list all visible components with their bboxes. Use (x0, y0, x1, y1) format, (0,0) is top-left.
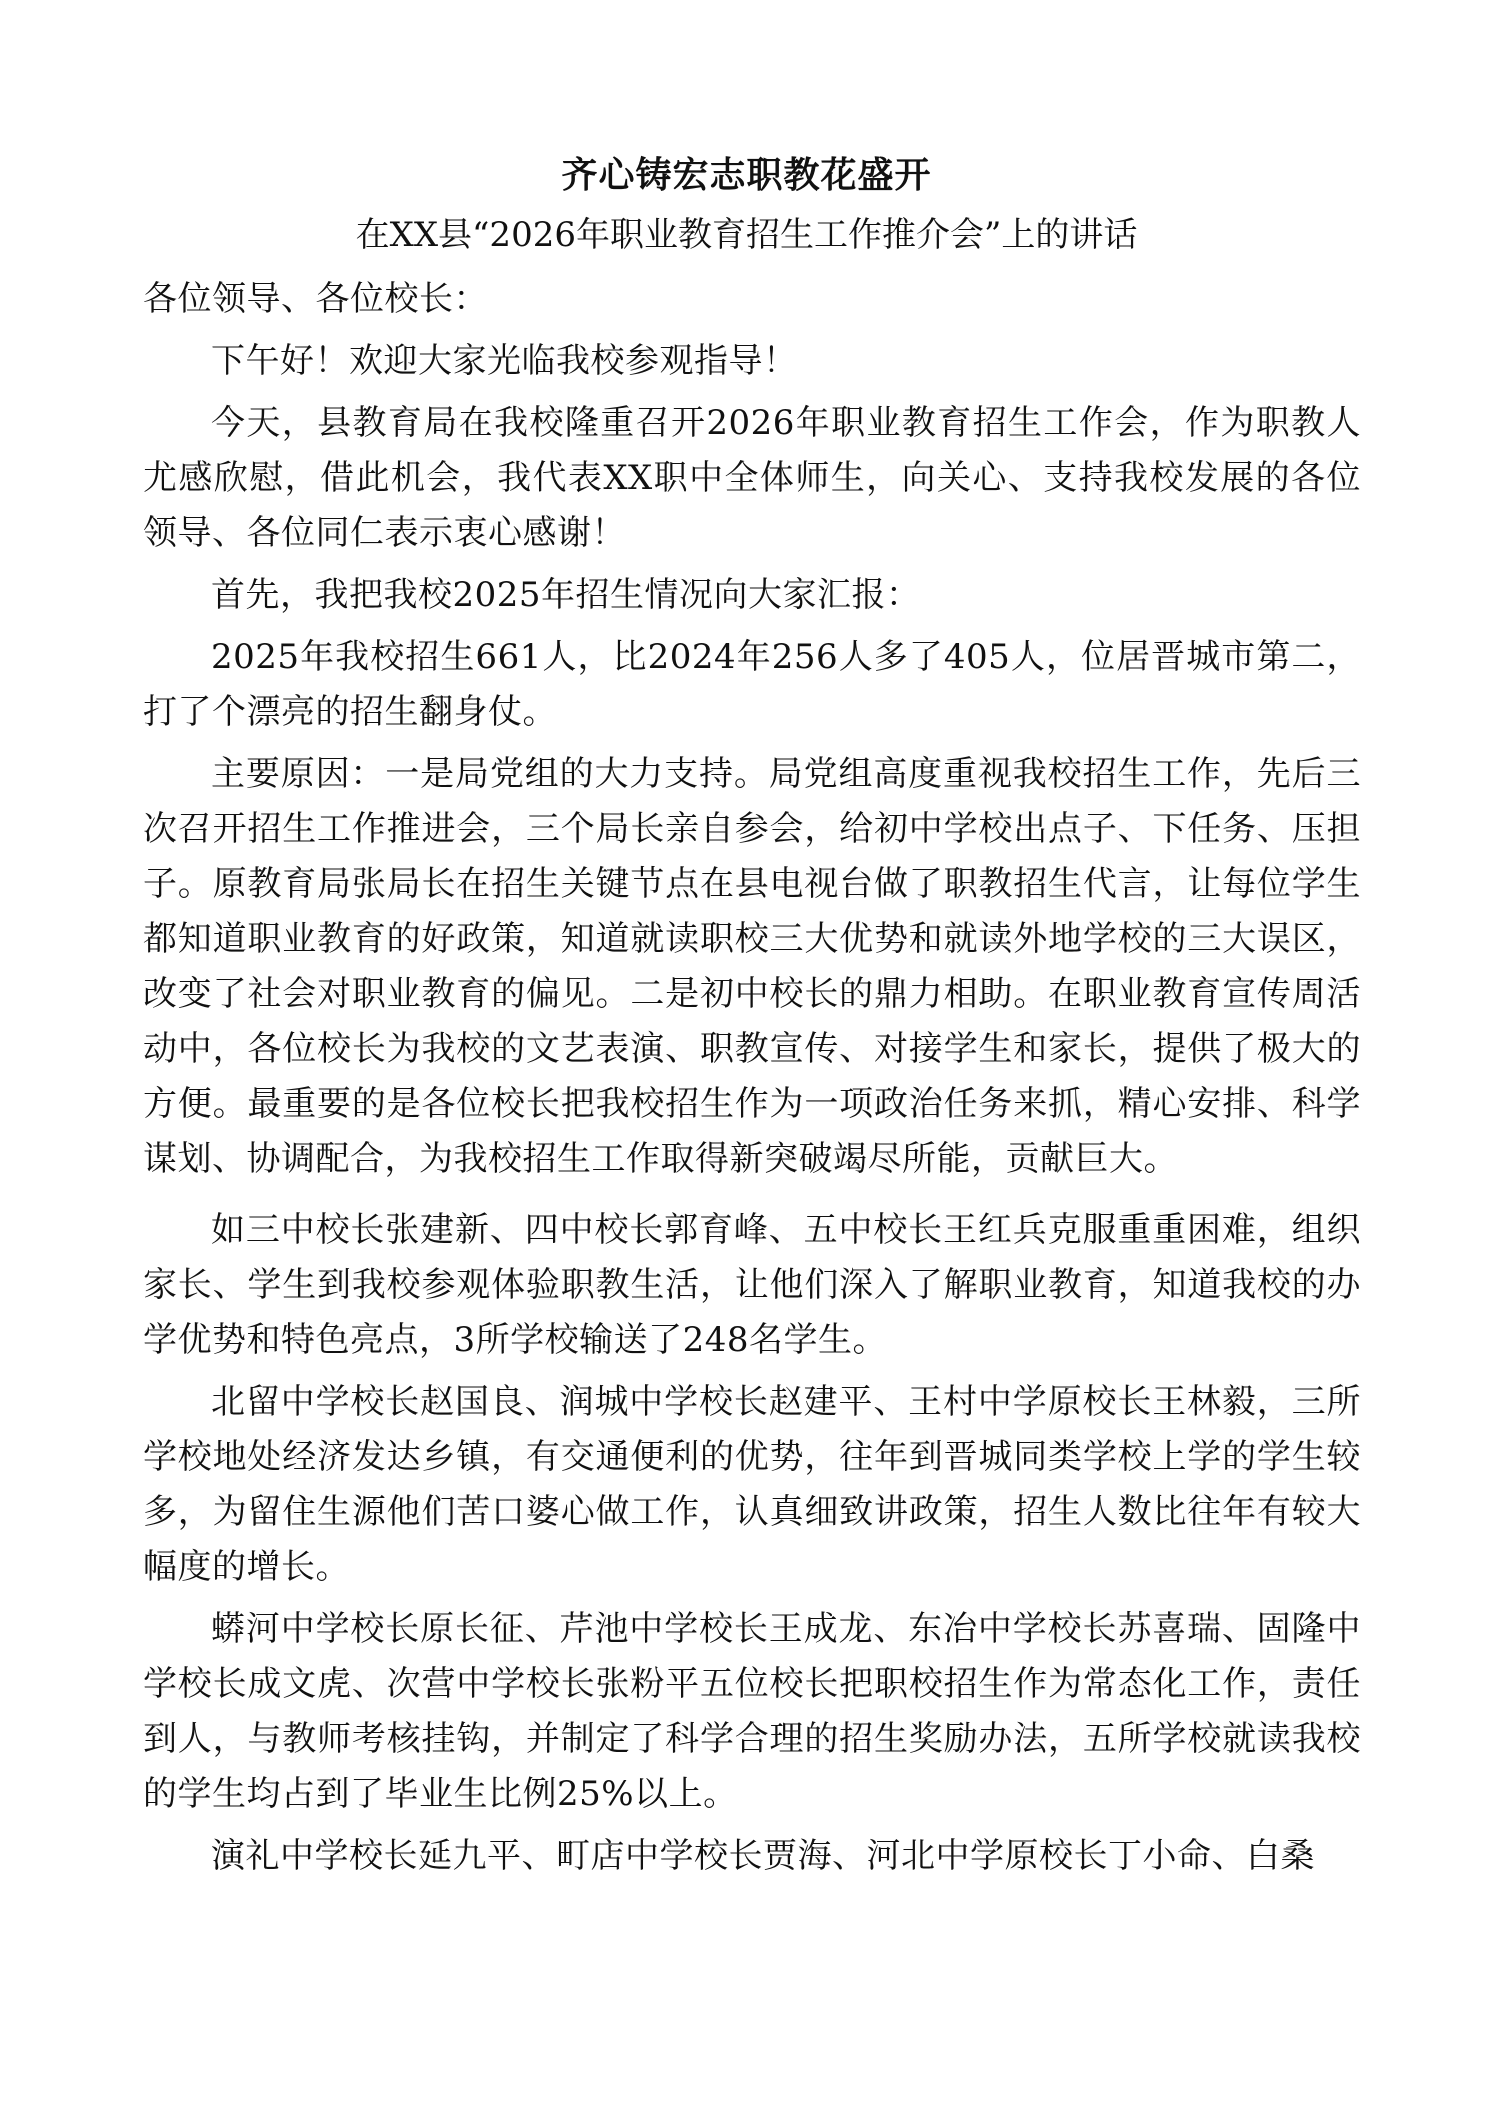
document-subtitle: 在XX县“2026年职业教育招生工作推介会”上的讲话 (355, 215, 1138, 255)
paragraph-thanks: 今天，县教育局在我校隆重召开2026年职业教育招生工作会，作为职教人尤感欣慰，借此机会，我代表XX职中全体师生，向关心、支持我校发展的各位领导、各位同仁表示衷心感谢！ (143, 403, 1361, 553)
paragraph-example-schools-1: 如三中校长张建新、四中校长郭育峰、五中校长王红兵克服重重困难，组织家长、学生到我校参观体验职教生活，让他们深入了解职业教育，知道我校的办学优势和特色亮点，3所学校输送了248名学生。 (143, 1210, 1361, 1360)
salutation: 各位领导、各位校长： (143, 279, 488, 319)
document-body (143, 272, 1361, 1891)
document-title: 齐心铸宏志职教花盛开 (561, 154, 932, 196)
paragraph-greeting: 下午好！欢迎大家光临我校参观指导！ (211, 341, 798, 381)
paragraph-report-intro: 首先，我把我校2025年招生情况向大家汇报： (211, 575, 921, 615)
paragraph-example-schools-4: 演礼中学校长延九平、町店中学校长贾海、河北中学原校长丁小命、白桑 (211, 1836, 1315, 1876)
paragraph-enrollment-figures: 2025年我校招生661人，比2024年256人多了405人，位居晋城市第二，打了个漂亮的招生翻身仗。 (143, 637, 1361, 732)
paragraph-example-schools-2: 北留中学校长赵国良、润城中学校长赵建平、王村中学原校长王林毅，三所学校地处经济发达乡镇，有交通便利的优势，往年到晋城同类学校上学的学生较多，为留住生源他们苦口婆心做工作，认真细致讲政策，招生人数比往年有较大幅度的增长。 (143, 1382, 1361, 1587)
paragraph-main-reasons: 主要原因：一是局党组的大力支持。局党组高度重视我校招生工作，先后三次召开招生工作推进会，三个局长亲自参会，给初中学校出点子、下任务、压担子。原教育局张局长在招生关键节点在县电视台做了职教招生代言，让每位学生都知道职业教育的好政策，知道就读职校三大优势和就读外地学校的三大误区，改变了社会对职业教育的偏见。二是初中校长的鼎力相助。在职业教育宣传周活动中，各位校长为我校的文艺表演、职教宣传、对接学生和家长，提供了极大的方便。最重要的是各位校长把我校招生作为一项政治任务来抓，精心安排、科学谋划、协调配合，为我校招生工作取得新突破竭尽所能，贡献巨大。 (143, 754, 1361, 1179)
paragraph-example-schools-3: 蟒河中学校长原长征、芹池中学校长王成龙、东冶中学校长苏喜瑞、固隆中学校长成文虎、次营中学校长张粉平五位校长把职校招生作为常态化工作，责任到人，与教师考核挂钩，并制定了科学合理的招生奖励办法，五所学校就读我校的学生均占到了毕业生比例25%以上。 (143, 1609, 1361, 1814)
